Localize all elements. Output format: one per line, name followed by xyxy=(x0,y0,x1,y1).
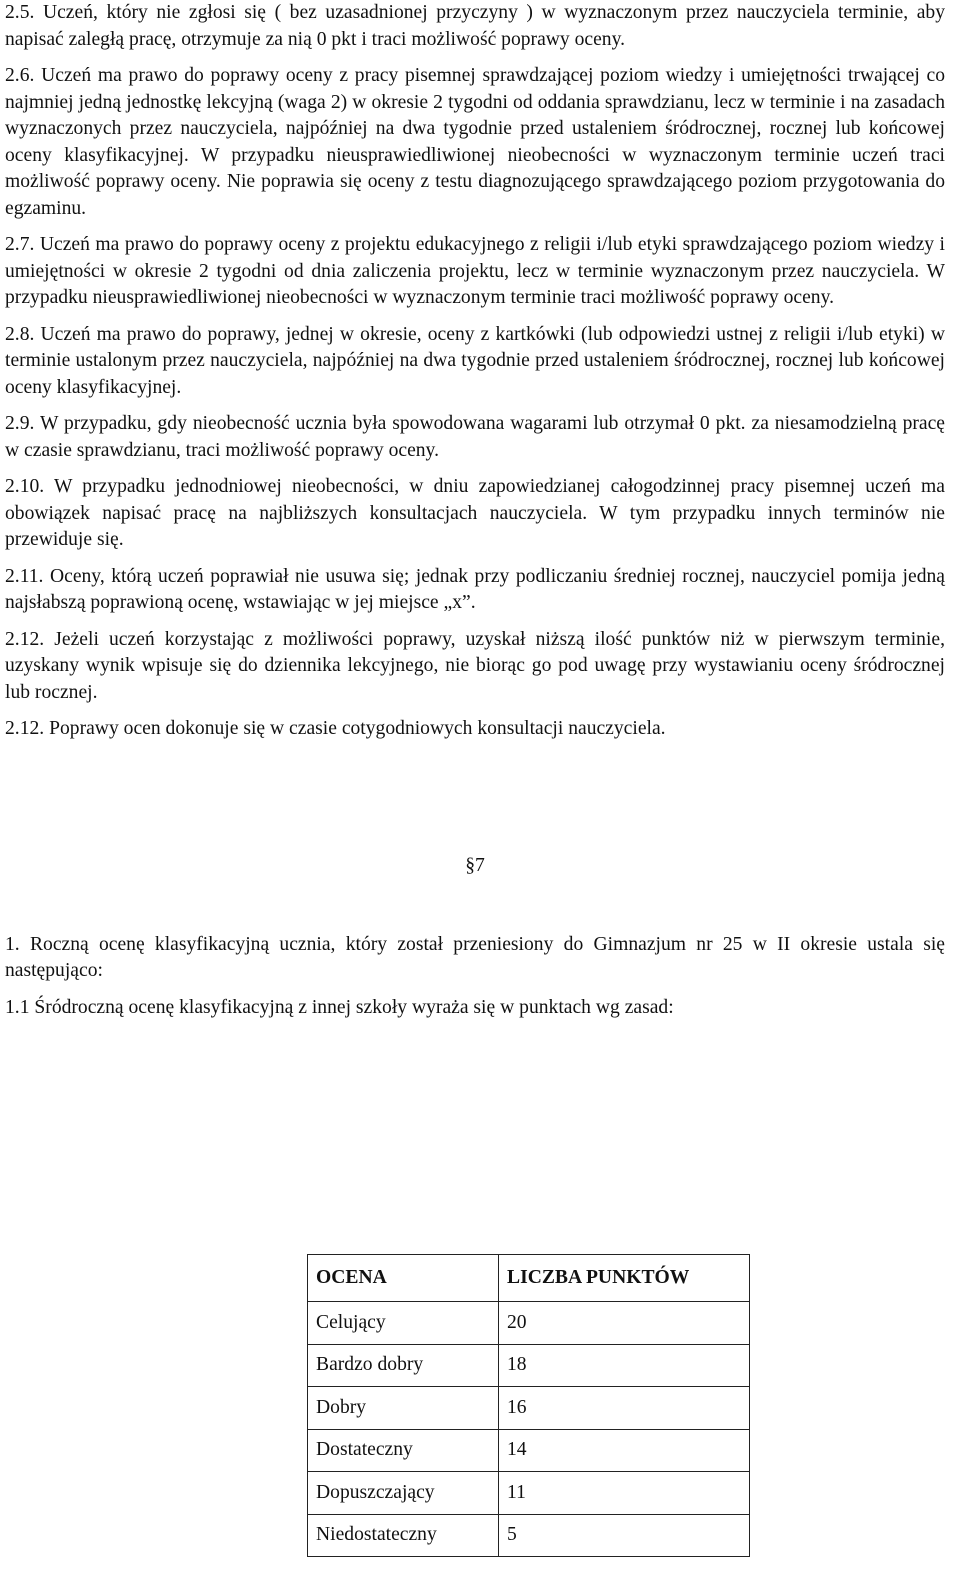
paragraph-2-12b: 2.12. Poprawy ocen dokonuje się w czasie cotygodniowych konsultacji nauczyciela. xyxy=(5,718,666,739)
table-row xyxy=(308,1302,750,1345)
section-heading xyxy=(5,853,945,879)
grade-cell: Niedostateczny xyxy=(308,1514,499,1557)
section-mark-text: §7 xyxy=(465,854,485,876)
paragraph-2-9: 2.9. W przypadku, gdy nieobecność ucznia była spowodowana wagarami lub otrzymał 0 pkt. za niesamodzielną pracę w czasie sprawdzianu, traci możliwość poprawy oceny. xyxy=(5,413,945,461)
points-cell: 5 xyxy=(499,1514,750,1557)
grade-cell: Dostateczny xyxy=(308,1429,499,1472)
document-page xyxy=(5,0,945,1021)
table-row xyxy=(308,1344,750,1387)
paragraph-s7-1-1: 1.1 Śródroczną ocenę klasyfikacyjną z innej szkoły wyraża się w punktach wg zasad: xyxy=(5,996,674,1018)
paragraph-2-8: 2.8. Uczeń ma prawo do poprawy, jednej w okresie, oceny z kartkówki (lub odpowiedzi ustnej z religii i/lub etyki) w terminie ustalonym przez nauczyciela, najpóźniej na dwa tygodnie przed ustaleniem śródrocznej, rocznej lub końcowej oceny klasyfikacyjnej. xyxy=(5,323,945,398)
points-cell: 11 xyxy=(499,1472,750,1515)
paragraph-2-12a: 2.12. Jeżeli uczeń korzystając z możliwości poprawy, uzyskał niższą ilość punktów niż w pierwszym terminie, uzyskany wynik wpisuje się do dziennika lekcyjnego, nie biorąc go pod uwagę przy wystawianiu oceny śródrocznej lub rocznej. xyxy=(5,628,945,703)
grade-cell: Dopuszczający xyxy=(308,1472,499,1515)
grade-cell: Dobry xyxy=(308,1387,499,1430)
table-header-row xyxy=(308,1255,750,1302)
grade-points-table xyxy=(307,1254,750,1557)
paragraph-2-10: 2.10. W przypadku jednodniowej nieobecności, w dniu zapowiedzianej całogodzinnej pracy pisemnej uczeń ma obowiązek napisać pracę na najbliższych konsultacjach nauczyciela. W tym przypadku innych terminów nie przewiduje się. xyxy=(5,476,945,550)
table-row xyxy=(308,1429,750,1472)
paragraph-s7-1: 1. Roczną ocenę klasyfikacyjną ucznia, który został przeniesiony do Gimnazjum nr 25 w II okresie ustala się następująco: xyxy=(5,933,945,981)
points-cell: 16 xyxy=(499,1387,750,1430)
header-grade: OCENA xyxy=(308,1255,499,1302)
paragraph-2-6: 2.6. Uczeń ma prawo do poprawy oceny z pracy pisemnej sprawdzającej poziom wiedzy i umiejętności trwającej co najmniej jedną jednostkę lekcyjną (waga 2) w okresie 2 tygodni od oddania sprawdzianu, lecz w terminie i na zasadach wyznaczonych przez nauczyciela, najpóźniej na dwa tygodnie przed ustaleniem śródrocznej, rocznej lub końcowej oceny klasyfikacyjnej. W przypadku nieusprawiedliwionej nieobecności w wyznaczonym terminie uczeń traci możliwość poprawy oceny. Nie poprawia się oceny z testu diagnozującego sprawdzającego poziom przygotowania do egzaminu. xyxy=(5,65,945,219)
points-cell: 14 xyxy=(499,1429,750,1472)
paragraph-2-5: 2.5. Uczeń, który nie zgłosi się ( bez uzasadnionej przyczyny ) w wyznaczonym przez nauczyciela terminie, aby napisać zaległą pracę, otrzymuje za nią 0 pkt i traci możliwość poprawy oceny. xyxy=(5,2,945,50)
header-points: LICZBA PUNKTÓW xyxy=(499,1255,750,1302)
paragraph-2-7: 2.7. Uczeń ma prawo do poprawy oceny z projektu edukacyjnego z religii i/lub etyki sprawdzającego poziom wiedzy i umiejętności w okresie 2 tygodni od dnia zaliczenia projektu, lecz w terminie wyznaczonym przez nauczyciela. W przypadku nieusprawiedliwionej nieobecności w wyznaczonym terminie traci możliwość poprawy oceny. xyxy=(5,234,945,308)
grade-cell: Bardzo dobry xyxy=(308,1344,499,1387)
table-row xyxy=(308,1514,750,1557)
grade-cell: Celujący xyxy=(308,1302,499,1345)
table-row xyxy=(308,1472,750,1515)
paragraph-2-11: 2.11. Oceny, którą uczeń poprawiał nie usuwa się; jednak przy podliczaniu średniej rocznej, nauczyciel pomija jedną najsłabszą poprawioną ocenę, wstawiając w jej miejsce „x”. xyxy=(5,565,945,613)
points-cell: 20 xyxy=(499,1302,750,1345)
table-row xyxy=(308,1387,750,1430)
points-cell: 18 xyxy=(499,1344,750,1387)
